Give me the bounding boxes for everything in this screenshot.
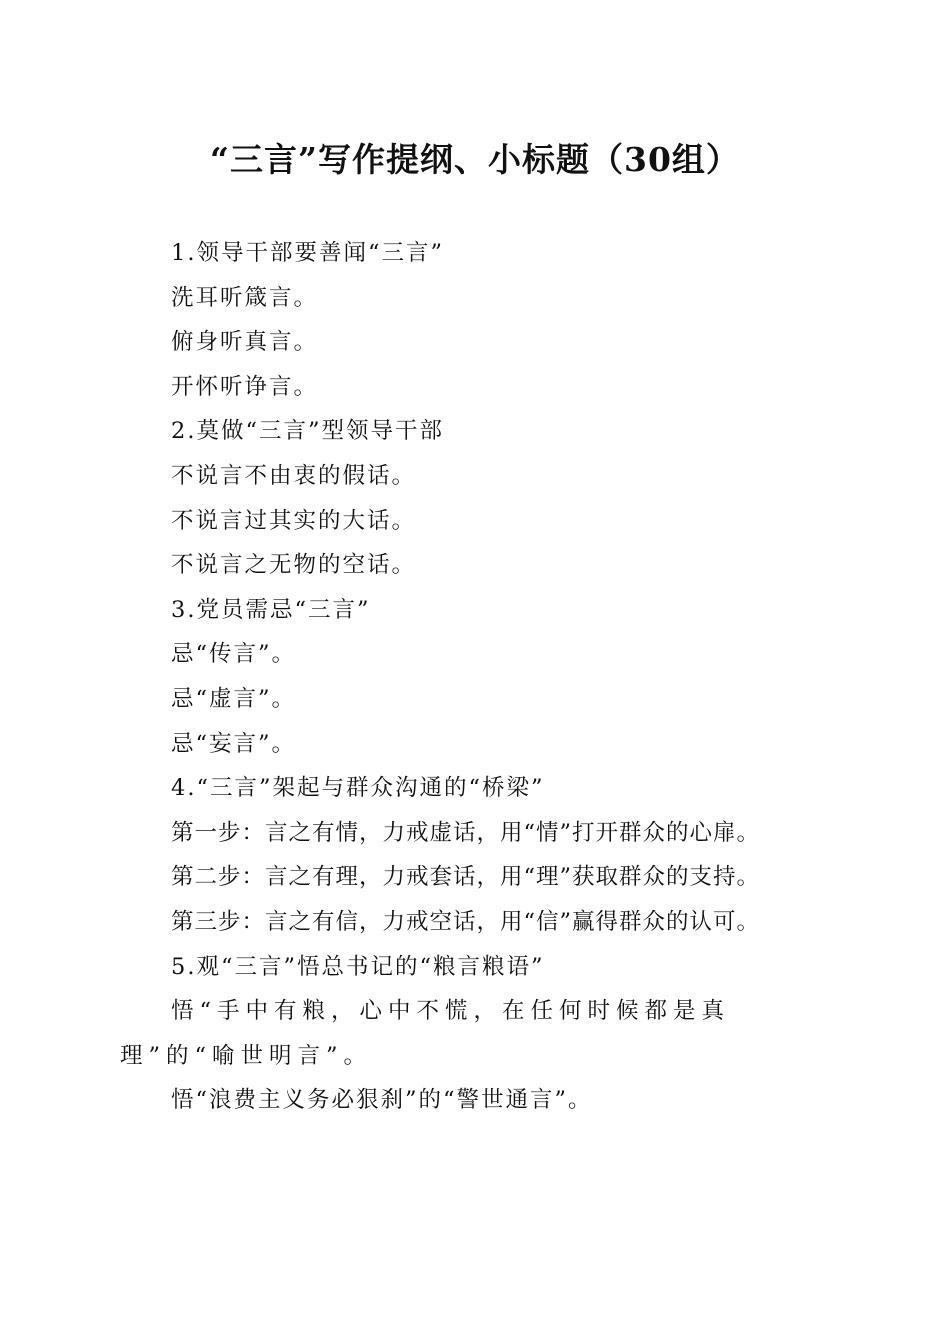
paragraph-line: 忌“妄言”。 xyxy=(171,730,297,757)
paragraph-line: 洗耳听箴言。 xyxy=(171,284,319,311)
document-title: “三言”写作提纲、小标题（30组） xyxy=(210,140,740,179)
paragraph-line: 不说言过其实的大话。 xyxy=(171,507,417,534)
document-body xyxy=(120,231,835,1123)
paragraph-line: 俯身听真言。 xyxy=(171,329,319,356)
heading-1: 1.领导干部要善闻“三言” xyxy=(171,240,444,266)
paragraph-line: 不说言之无物的空话。 xyxy=(171,552,417,579)
heading-2: 2.莫做“三言”型领导干部 xyxy=(171,418,444,445)
paragraph-line: 第三步：言之有信，力戒空话，用“信”赢得群众的认可。 xyxy=(171,908,761,935)
paragraph-line: 第二步：言之有理，力戒套话，用“理”获取群众的支持。 xyxy=(171,864,761,891)
heading-4: 4.“三言”架起与群众沟通的“桥梁” xyxy=(171,775,545,802)
paragraph-line: 悟“浪费主义务必狠刹”的“警世通言”。 xyxy=(171,1087,593,1114)
heading-3: 3.党员需忌“三言” xyxy=(171,596,371,623)
paragraph-wrapped: 悟“手中有粮，心中不慌，在任何时候都是真理”的“喻世明言”。 xyxy=(120,998,731,1069)
paragraph-line: 第一步：言之有情，力戒虚话，用“情”打开群众的心扉。 xyxy=(171,819,761,846)
paragraph-line: 忌“虚言”。 xyxy=(171,685,297,712)
paragraph-line: 忌“传言”。 xyxy=(171,641,297,668)
paragraph-line: 不说言不由衷的假话。 xyxy=(171,462,417,489)
heading-5: 5.观“三言”悟总书记的“粮言粮语” xyxy=(171,953,545,980)
paragraph-line: 开怀听诤言。 xyxy=(171,373,319,400)
